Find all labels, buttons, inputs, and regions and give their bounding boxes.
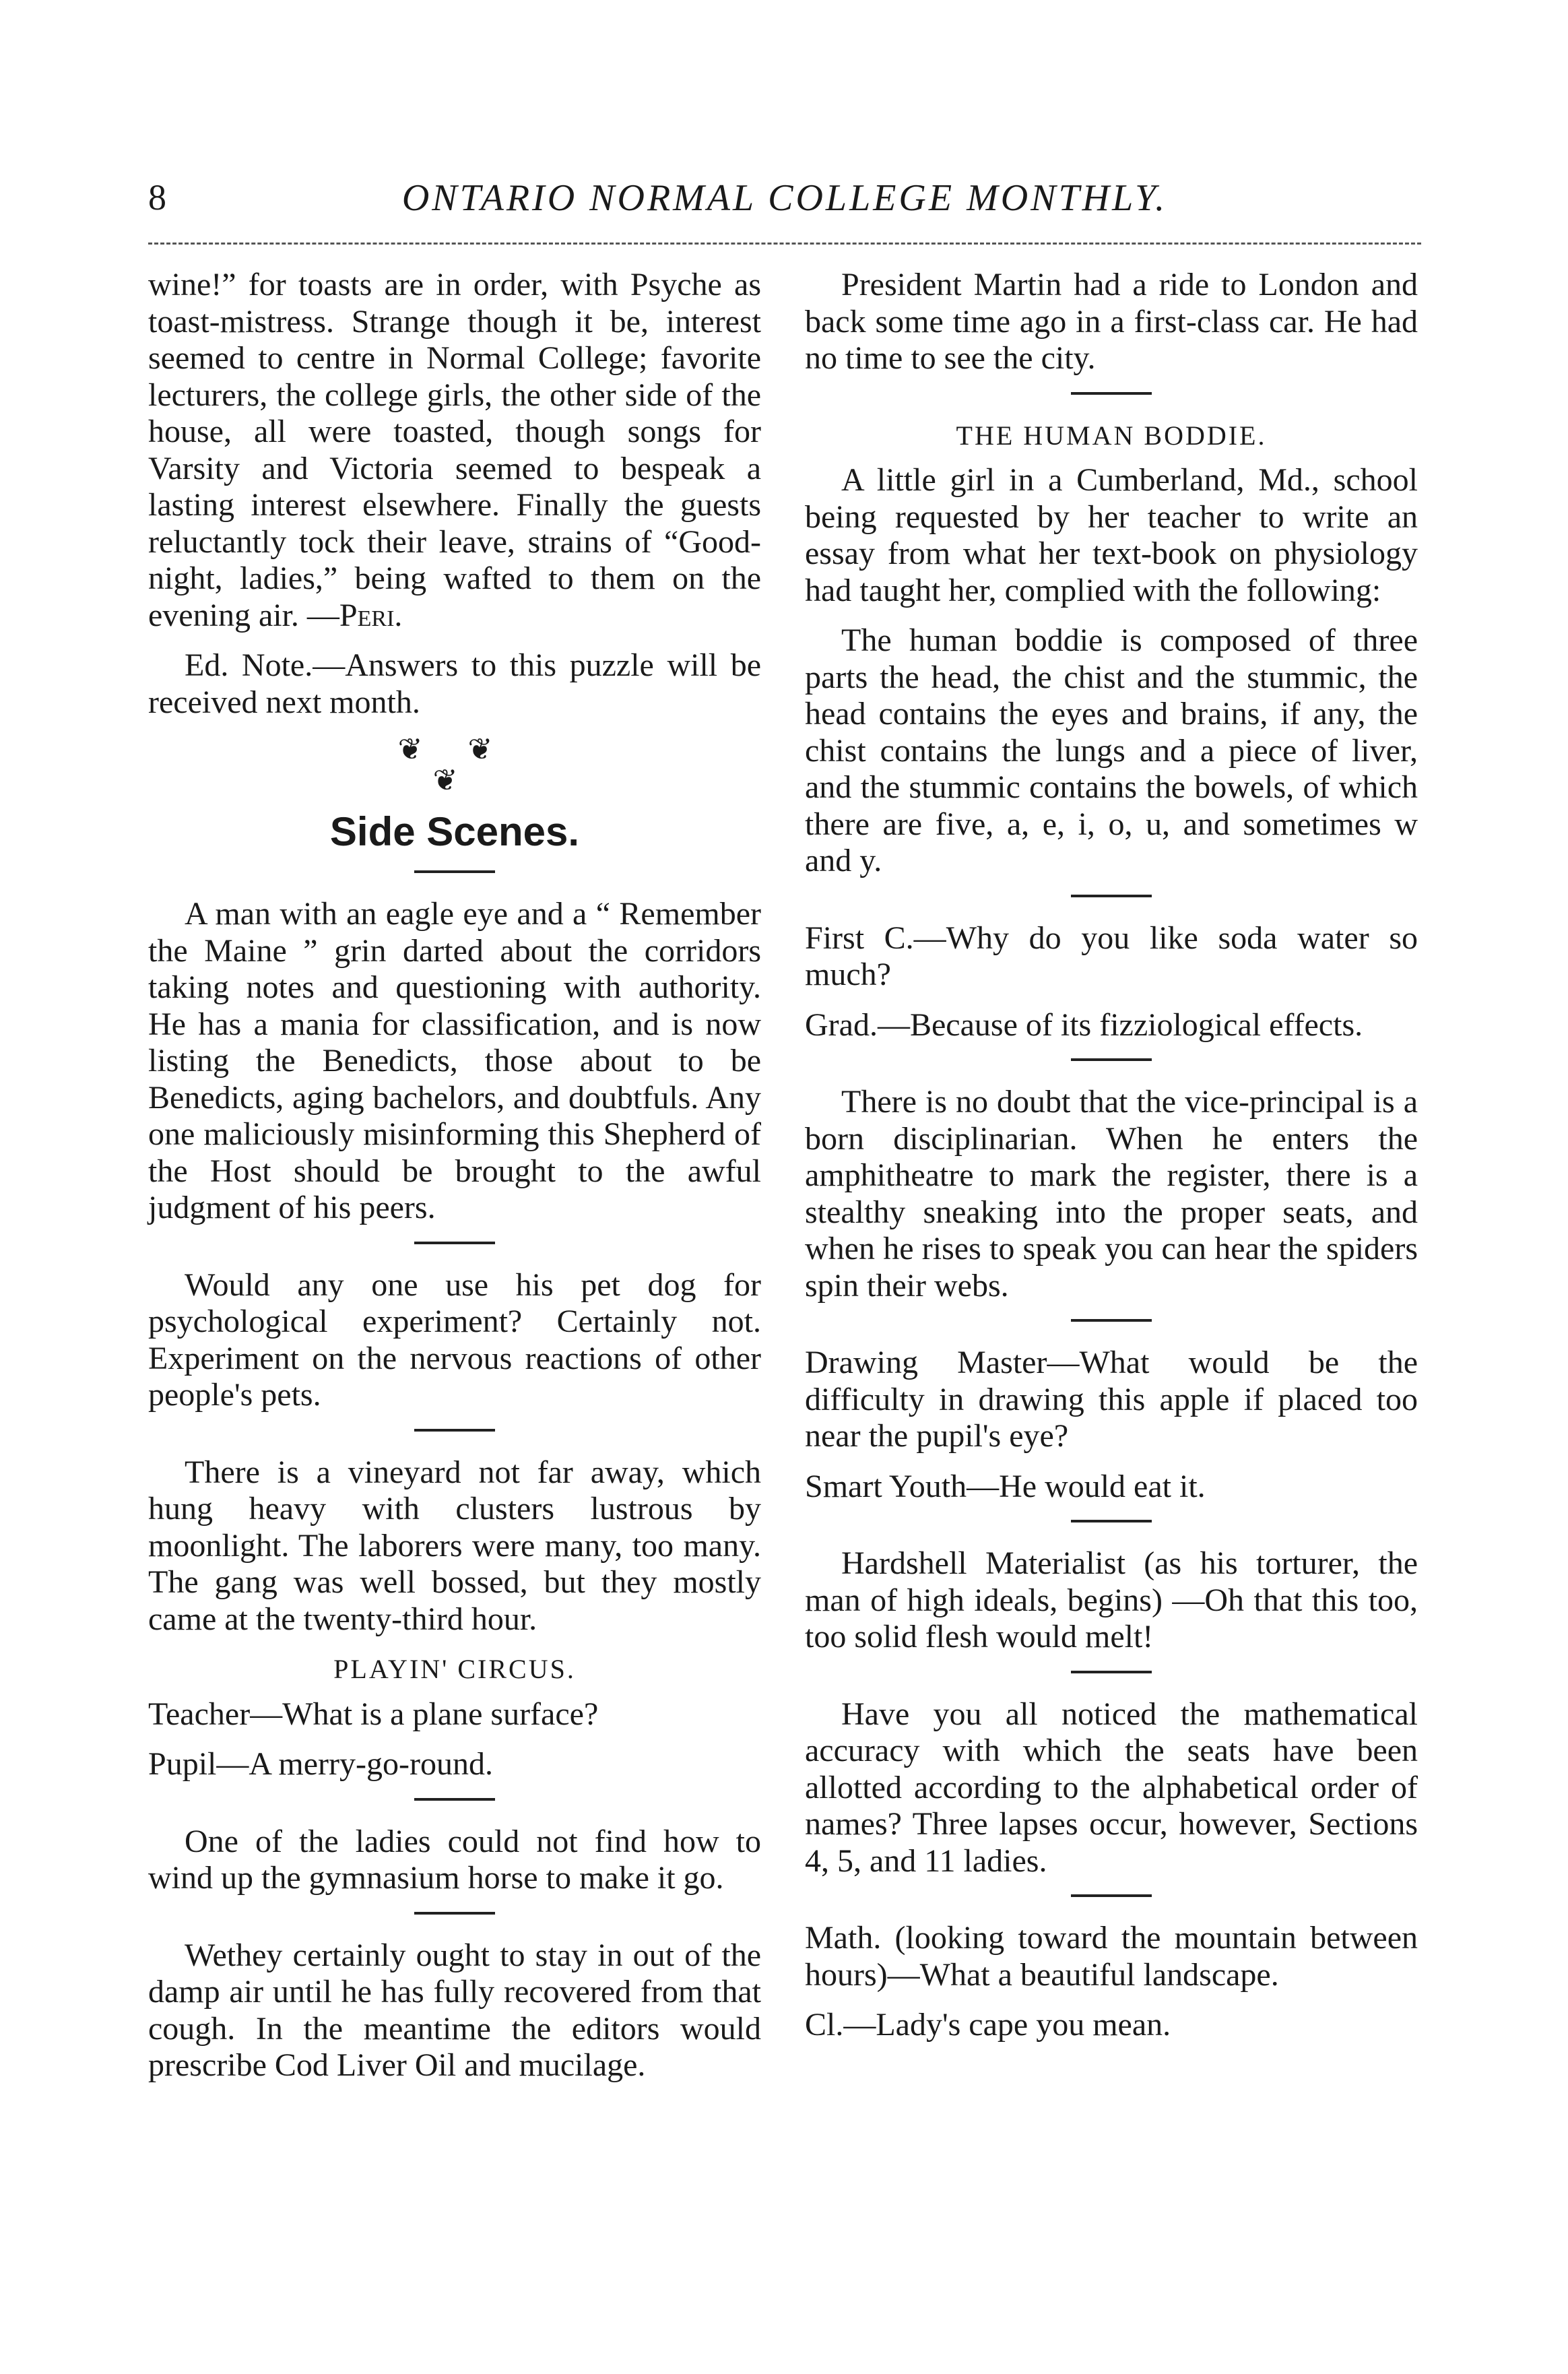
dialogue-math: Math. (looking toward the mountain between hours)—What a beautiful landscape.	[805, 1920, 1418, 1993]
paragraph-vice-principal: There is no doubt that the vice-principal is a born disciplinarian. When he enters the amphitheatre to mark the register, there is a stealthy sneaking into the proper seats, and when he rises to speak you can hear the spiders spin their webs.	[805, 1084, 1418, 1304]
dialogue-pupil: Pupil—A merry-go-round.	[148, 1746, 493, 1782]
divider-rule	[414, 1242, 495, 1244]
dialogue-teacher: Teacher—What is a plane surface?	[148, 1696, 599, 1732]
divider-rule	[414, 1429, 495, 1432]
dialogue-smart-youth: Smart Youth—He would eat it.	[805, 1468, 1206, 1504]
header-divider	[148, 243, 1421, 245]
running-title: ONTARIO NORMAL COLLEGE MONTHLY.	[401, 177, 1168, 219]
divider-rule	[414, 1798, 495, 1801]
dialogue-first-c: First C.—Why do you like soda water so much?	[805, 920, 1418, 992]
author-signature: —Peri.	[306, 597, 403, 633]
divider-rule	[1071, 1319, 1152, 1322]
paragraph-wethey: Wethey certainly ought to stay in out of the damp air until he has fully recovered from that cough. In the meantime the editors would prescribe Cod Liver Oil and mucilage.	[148, 1937, 761, 2083]
paragraph-gymnasium: One of the ladies could not find how to wind up the gymnasium horse to make it go.	[148, 1823, 761, 1896]
paragraph-vineyard: There is a vineyard not far away, which hung heavy with clusters lustrous by moonlight. The laborers were many, too many. The gang was well bossed, but they mostly came at the twenty-third hour.	[148, 1454, 761, 1637]
page-number: 8	[148, 177, 166, 218]
dialogue-cl: Cl.—Lady's cape you mean.	[805, 2007, 1171, 2043]
paragraph-eagle-eye: A man with an eagle eye and a “ Remember the Maine ” grin darted about the corridors taking notes and questioning with authority. He has a mania for classification, and is now listing the Benedicts, those about to be Benedicts, aging bachelors, and doubtfuls. Any one maliciously misinforming this Shepherd of the Host should be brought to the awful judgment of his peers.	[148, 896, 761, 1225]
divider-rule	[1071, 392, 1152, 395]
right-column	[805, 267, 1418, 2057]
paragraph-president-martin: President Martin had a ride to London and back some time ago in a first-class car. He had no time to see the city.	[805, 267, 1418, 376]
paragraph-boddie-essay: The human boddie is composed of three parts the head, the chist and the stummic, the head contains the eyes and brains, if any, the chist contains the lungs and a piece of liver, and the stummic contains the bowels, of which there are five, a, e, i, o, u, and sometimes w and y.	[805, 622, 1418, 878]
divider-rule	[1071, 1671, 1152, 1673]
divider-rule	[1071, 1058, 1152, 1061]
paragraph-seats: Have you all noticed the mathematical accuracy with which the seats have been allotted according to the alphabetical order of names? Three lapses occur, however, Sections 4, 5, and 11 ladies.	[805, 1696, 1418, 1879]
fleuron-icon: ❦	[432, 764, 477, 797]
subheading-playin-circus: PLAYIN' CIRCUS.	[333, 1654, 576, 1684]
divider-rule	[414, 1912, 495, 1915]
divider-rule	[1071, 1520, 1152, 1522]
dialogue-grad: Grad.—Because of its fizziological effects.	[805, 1006, 1363, 1043]
editor-note: Ed. Note.—Answers to this puzzle will be received next month.	[148, 647, 761, 720]
paragraph-pet-dog: Would any one use his pet dog for psychological experiment? Certainly not. Experiment on the nervous reactions of other people's pets.	[148, 1266, 761, 1413]
paragraph-toasts	[148, 267, 761, 634]
divider-rule	[1071, 1894, 1152, 1897]
subheading-human-boddie: THE HUMAN BODDIE.	[956, 420, 1267, 451]
paragraph-hardshell: Hardshell Materialist (as his torturer, the man of high ideals, begins) —Oh that this too, too solid flesh would melt!	[805, 1545, 1418, 1655]
section-title: Side Scenes.	[329, 809, 580, 854]
ornament-fleurons	[148, 734, 761, 796]
divider-rule	[1071, 895, 1152, 897]
fleuron-pair-icon: ❦ ❦	[397, 733, 512, 766]
section-rule	[414, 870, 495, 873]
paragraph-little-girl: A little girl in a Cumberland, Md., school being requested by her teacher to write an essay from what her text-book on physiology had taught her, complied with the following:	[805, 462, 1418, 608]
dialogue-drawing-master: Drawing Master—What would be the difficulty in drawing this apple if placed too near the pupil's eye?	[805, 1345, 1418, 1454]
page-header	[148, 177, 1421, 230]
paragraph-toasts-text: wine!” for toasts are in order, with Psyche as toast-mistress. Strange though it be, interest seemed to centre in Normal College; favorite lecturers, the college girls, the other side of the house, all were toasted, though songs for Varsity and Victoria seemed to bespeak a lasting interest elsewhere. Finally the guests reluctantly tock their leave, strains of “Good-night, ladies,” being wafted to them on the evening air.	[148, 267, 761, 633]
left-column	[148, 267, 761, 2098]
